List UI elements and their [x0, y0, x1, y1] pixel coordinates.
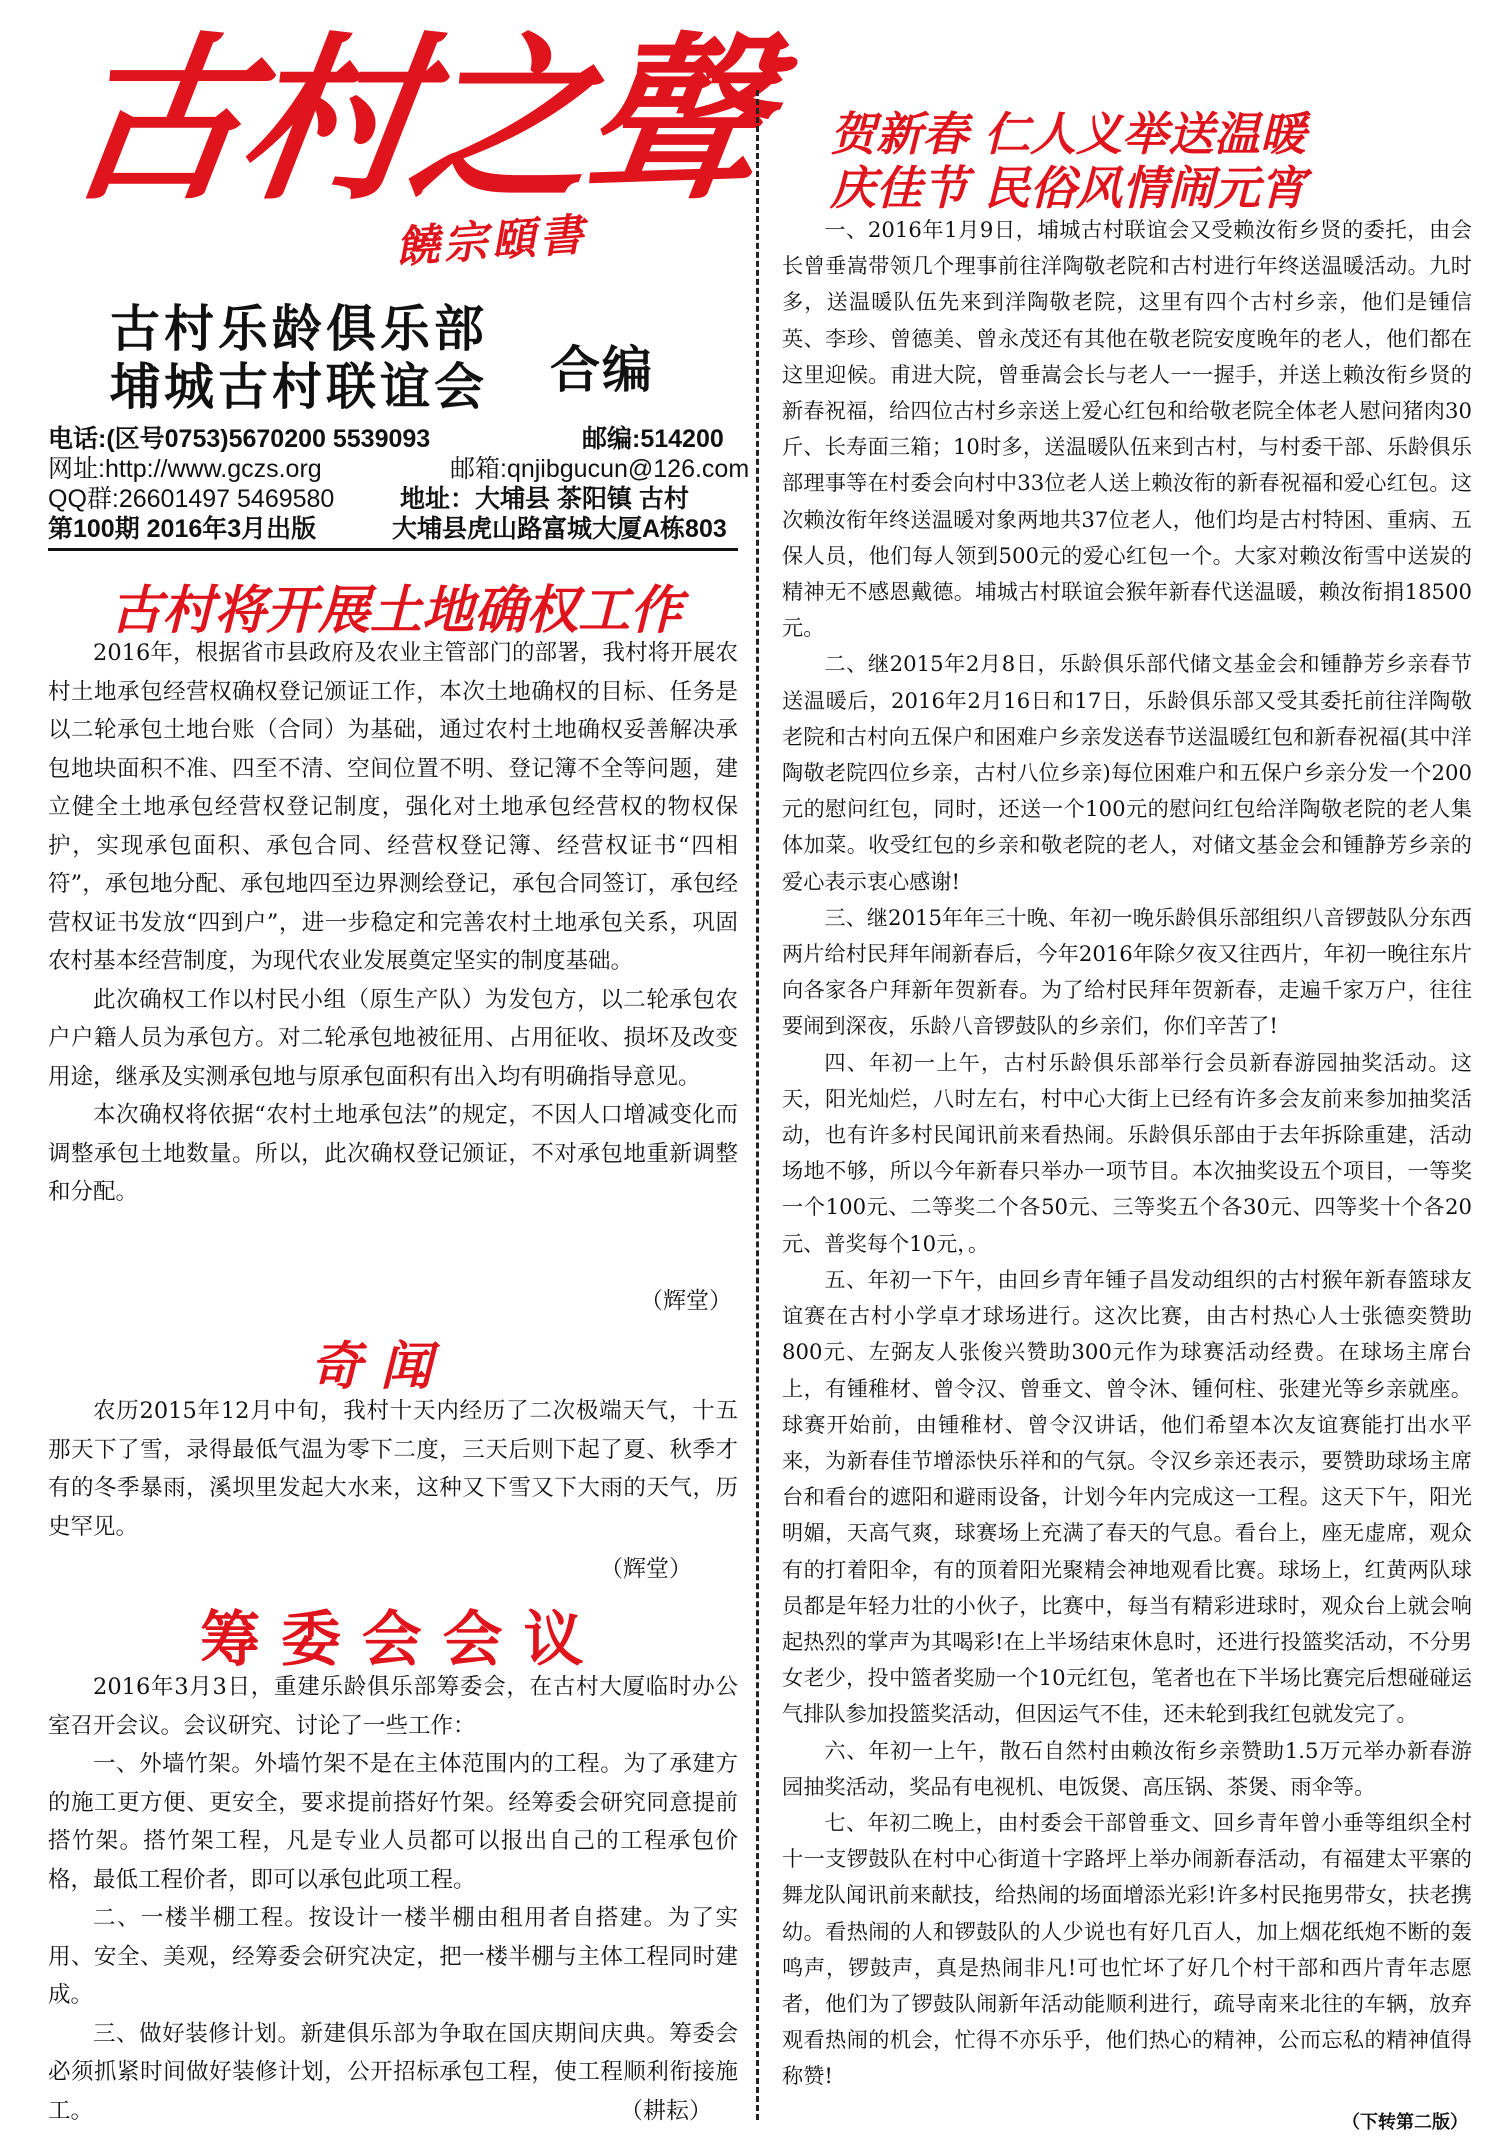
postcode-info: 邮编:514200 [582, 425, 724, 453]
article4-paragraph: 三、继2015年年三十晚、年初一晚乐龄俱乐部组织八音锣鼓队分东西两片给村民拜年闹新春后，今年2016年除夕夜又往西片，年初一晚往东片向各家各户拜新年贺新春。为了给村民拜年贺新春，走遍千家万户，往往要闹到深夜，乐龄八音锣鼓队的乡亲们，你们辛苦了! [782, 904, 1472, 1039]
article1-title: 古村将开展土地确权工作 [110, 580, 683, 641]
website-info: 网址:http://www.gczs.org [48, 455, 322, 483]
address-info: 地址：大埔县 茶阳镇 古村 [400, 485, 689, 513]
column-divider [756, 90, 759, 2120]
article3-paragraph: 三、做好装修计划。新建俱乐部为争取在国庆期间庆典。筹委会必须抓紧时间做好装修计划，公开招标承包工程，使工程顺利衔接施工。 [48, 2020, 738, 2124]
article4-title-line2: 庆佳节 民俗风情闹元宵 [830, 161, 1307, 215]
masthead-signature: 饒宗頤書 [393, 209, 589, 274]
article4-paragraph: 四、年初一上午，古村乐龄俱乐部举行会员新春游园抽奖活动。这天，阳光灿烂，八时左右，村中心大街上已经有许多会友前来参加抽奖活动，也有许多村民闻讯前来看热闹。乐龄俱乐部由于去年拆除重建，活动场地不够，所以今年新春只举办一项节目。本次抽奖设五个项目，一等奖一个100元、二等奖二个各50元、三等奖五个各30元、四等奖十个各20元、普奖每个10元，。 [782, 1049, 1472, 1256]
email-info: 邮箱:qnjibgucun@126.com [450, 455, 750, 483]
article4-body [782, 212, 1472, 2095]
org-name-2: 埔城古村联谊会 [110, 357, 488, 416]
continued-note: （下转第二版） [1342, 2112, 1468, 2133]
masthead-rule [48, 548, 738, 551]
article4-paragraph: 六、年初一上午，散石自然村由赖汝衔乡亲赞助1.5万元举办新春游园抽奖活动，奖品有电视机、电饭煲、高压锅、茶煲、雨伞等。 [782, 1737, 1472, 1799]
masthead-calligraphy-title: 古村之聲 [55, 15, 773, 224]
article1-body [48, 634, 738, 1212]
article1-byline: （辉堂） [640, 1288, 732, 1314]
joint-edit-label: 合编 [550, 340, 654, 399]
article3-body [48, 1668, 738, 2130]
article2-paragraph: 农历2015年12月中旬，我村十天内经历了二次极端天气，十五那天下了雪，录得最低气温为零下二度，三天后则下起了夏、秋季才有的冬季暴雨，溪坝里发起大水来，这种又下雪又下大雨的天气，历史罕见。 [48, 1398, 738, 1540]
article3-paragraph: 2016年3月3日，重建乐龄俱乐部筹委会，在古村大厦临时办公室召开会议。会议研究、讨论了一些工作： [48, 1674, 738, 1739]
article2-title: 奇 闻 [310, 1336, 433, 1397]
article1-paragraph: 此次确权工作以村民小组（原生产队）为发包方，以二轮承包农户户籍人员为承包方。对二轮承包地被征用、占用征收、损坏及改变用途，继承及实测承包地与原承包面积有出入均有明确指导意见。 [48, 986, 738, 1090]
article1-paragraph: 本次确权将依据“农村土地承包法”的规定，不因人口增减变化而调整承包土地数量。所以，此次确权登记颁证，不对承包地重新调整和分配。 [48, 1102, 738, 1205]
issue-info: 第100期 2016年3月出版 [48, 515, 317, 543]
article3-byline: （耕耘） [620, 2098, 712, 2124]
phone-info: 电话:(区号0753)5670200 5539093 [48, 425, 431, 453]
qq-info: QQ群:26601497 5469580 [48, 485, 335, 513]
article3-paragraph: 一、外墙竹架。外墙竹架不是在主体范围内的工程。为了承建方的施工更方便、更安全，要求提前搭好竹架。经筹委会研究同意提前搭竹架。搭竹架工程，凡是专业人员都可以报出自己的工程承包价格，最低工程价者，即可以承包此项工程。 [48, 1751, 738, 1893]
article3-paragraph: 二、一楼半棚工程。按设计一楼半棚由租用者自搭建。为了实用、安全、美观，经筹委会研究决定，把一楼半棚与主体工程同时建成。 [48, 1905, 738, 2008]
address2-info: 大埔县虎山路富城大厦A栋803 [392, 515, 727, 543]
article2-byline: （辉堂） [600, 1556, 692, 1582]
article1-paragraph: 2016年，根据省市县政府及农业主管部门的部署，我村将开展农村土地承包经营权确权登记颁证工作，本次土地确权的目标、任务是以二轮承包土地台账（合同）为基础，通过农村土地确权妥善解决承包地块面积不准、四至不清、空间位置不明、登记簿不全等问题，建立健全土地承包经营权登记制度，强化对土地承包经营权的物权保护，实现承包面积、承包合同、经营权登记簿、经营权证书“四相符”，承包地分配、承包地四至边界测绘登记，承包合同签订，承包经营权证书发放“四到户”，进一步稳定和完善农村土地承包关系，巩固农村基本经营制度，为现代农业发展奠定坚实的制度基础。 [48, 640, 738, 974]
article4-title-line1: 贺新春 仁人义举送温暖 [830, 107, 1307, 161]
article4-paragraph: 一、2016年1月9日，埔城古村联谊会又受赖汝衔乡贤的委托，由会长曾垂嵩带领几个理事前往洋陶敬老院和古村进行年终送温暖活动。九时多，送温暖队伍先来到洋陶敬老院，这里有四个古村乡亲，他们是锺信英、李珍、曾德美、曾永茂还有其他在敬老院安度晚年的老人，他们都在这里迎候。甫进大院，曾垂嵩会长与老人一一握手，并送上赖汝衔乡贤的新春祝福，给四位古村乡亲送上爱心红包和给敬老院全体老人慰问猪肉30斤、长寿面三箱；10时多，送温暖队伍来到古村，与村委干部、乐龄俱乐部理事等在村委会向村中33位老人送上赖汝衔的新春祝福和爱心红包。这次赖汝衔年终送温暖对象两地共37位老人，他们均是古村特困、重病、五保人员，他们每人领到500元的爱心红包一个。大家对赖汝衔雪中送炭的精神无不感恩戴德。埔城古村联谊会猴年新春代送温暖，赖汝衔捐18500元。 [782, 217, 1472, 641]
article3-title: 筹 委 会 会 议 [200, 1605, 584, 1675]
article4-paragraph: 七、年初二晚上，由村委会干部曾垂文、回乡青年曾小垂等组织全村十一支锣鼓队在村中心街道十字路坪上举办闹新春活动，有福建太平寨的舞龙队闻讯前来献技，给热闹的场面增添光彩!许多村民拖男带女，扶老携幼。看热闹的人和锣鼓队的人少说也有好几百人，加上烟花纸炮不断的轰鸣声，锣鼓声，真是热闹非凡!可也忙坏了好几个村干部和西片青年志愿者，他们为了锣鼓队闹新年活动能顺利进行，疏导南来北往的车辆，放弃观看热闹的机会，忙得不亦乐乎，他们热心的精神，公而忘私的精神值得称赞! [782, 1809, 1472, 2089]
org-name-1: 古村乐龄俱乐部 [110, 299, 488, 358]
article4-paragraph: 五、年初一下午，由回乡青年锺子昌发动组织的古村猴年新春篮球友谊赛在古村小学卓才球场进行。这次比赛，由古村热心人士张德奕赞助800元、左弼友人张俊兴赞助300元作为球赛活动经费。在球场主席台上，有锺稚材、曾令汉、曾垂文、曾令沐、锺何柱、张建光等乡亲就座。球赛开始前，由锺稚材、曾令汉讲话，他们希望本次友谊赛能打出水平来，为新春佳节增添快乐祥和的气氛。令汉乡亲还表示，要赞助球场主席台和看台的遮阳和避雨设备，计划今年内完成这一工程。这天下午，阳光明媚，天高气爽，球赛场上充满了春天的气息。看台上，座无虚席，观众有的打着阳伞，有的顶着阳光聚精会神地观看比赛。球场上，红黄两队球员都是年轻力壮的小伙子，比赛中，每当有精彩进球时，观众台上就会响起热烈的掌声为其喝彩!在上半场结束休息时，还进行投篮奖活动，不分男女老少，投中篮者奖励一个10元红包，笔者也在下半场比赛完后想碰碰运气排队参加投篮奖活动，但因运气不佳，还未轮到我红包就发完了。 [782, 1266, 1472, 1727]
article4-paragraph: 二、继2015年2月8日，乐龄俱乐部代储文基金会和锺静芳乡亲春节送温暖后，2016年2月16日和17日，乐龄俱乐部又受其委托前往洋陶敬老院和古村向五保户和困难户乡亲发送春节送温暖红包和新春祝福(其中洋陶敬老院四位乡亲，古村八位乡亲)每位困难户和五保户乡亲分发一个200元的慰问红包，同时，还送一个100元的慰问红包给洋陶敬老院的老人集体加菜。收受红包的乡亲和敬老院的老人，对储文基金会和锺静芳乡亲的爱心表示衷心感谢! [782, 651, 1472, 894]
article2-body [48, 1392, 738, 1546]
